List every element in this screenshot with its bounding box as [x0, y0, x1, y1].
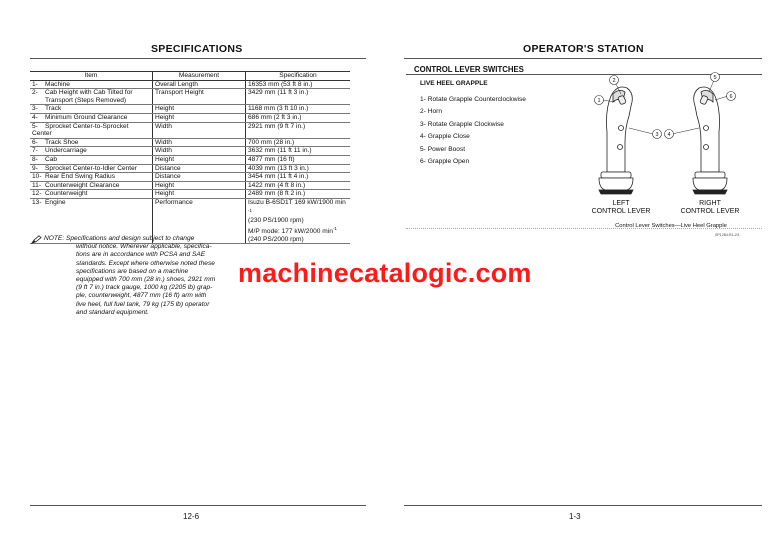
column-header-specification: Specification [246, 72, 351, 81]
callout-4 [665, 130, 674, 139]
note-line: and standard equipment. [76, 308, 149, 316]
footer-rule [404, 505, 762, 506]
row-spec: 2921 mm (9 ft 7 in.) [246, 122, 351, 138]
column-header-measurement: Measurement [153, 72, 246, 81]
right-lever-label: RIGHT [699, 200, 721, 207]
row-measurement: Width [153, 147, 246, 156]
row-item: Counterweight Clearance [45, 181, 120, 189]
table-row [30, 164, 350, 173]
watermark: machinecatalogic.com [238, 258, 532, 288]
svg-text:5: 5 [713, 75, 717, 81]
figure-divider [406, 228, 762, 229]
spec-superscript: -1 [248, 207, 253, 213]
switch-list [420, 96, 526, 170]
table-header-row [30, 72, 350, 81]
row-item: Undercarriage [45, 147, 87, 155]
spec-line: (240 PS/2000 rpm) [248, 235, 304, 243]
page-title: OPERATOR'S STATION [523, 43, 644, 55]
row-spec: 3454 mm (11 ft 4 in.) [246, 173, 351, 182]
row-item: Engine [45, 198, 66, 206]
row-spec: 1168 mm (3 ft 10 in.) [246, 105, 351, 114]
table-row [30, 155, 350, 164]
note-block [31, 235, 231, 317]
left-lever-label: LEFT [612, 200, 630, 207]
svg-text:6: 6 [729, 94, 733, 100]
right-lever-label: CONTROL LEVER [680, 208, 740, 215]
footer-rule [30, 505, 366, 506]
row-spec-engine [246, 198, 351, 243]
row-number: 5- [32, 122, 38, 130]
pencil-icon [31, 235, 42, 244]
callout-2 [610, 76, 619, 85]
title-rule [30, 58, 366, 59]
row-measurement: Height [153, 105, 246, 114]
row-spec: 1422 mm (4 ft 8 in.) [246, 181, 351, 190]
callout-3 [653, 130, 662, 139]
table-row [30, 181, 350, 190]
list-item: 3- Rotate Grapple Clockwise [420, 120, 504, 128]
note-line: ple, counterweight, 4877 mm (16 ft) arm with [76, 292, 207, 300]
page-title: SPECIFICATIONS [151, 43, 243, 55]
row-number: 12- [32, 190, 42, 198]
row-measurement: Height [153, 155, 246, 164]
row-number: 3- [32, 105, 38, 113]
row-number: 2- [32, 89, 38, 97]
row-number: 7- [32, 147, 38, 155]
list-item: 4- Grapple Close [420, 133, 470, 141]
table-row [30, 173, 350, 182]
table-row [30, 122, 350, 138]
row-item: Rear End Swing Radius [45, 173, 116, 181]
row-item: Track Shoe [45, 138, 79, 146]
table-row [30, 105, 350, 114]
row-measurement: Width [153, 122, 246, 138]
row-measurement: Height [153, 181, 246, 190]
row-item: Cab [45, 155, 58, 163]
page-number: 12-6 [183, 512, 200, 521]
row-spec: 2489 mm (8 ft 2 in.) [246, 190, 351, 199]
table-row [30, 80, 350, 89]
row-number: 6- [32, 138, 38, 146]
row-measurement: Overall Length [153, 80, 246, 89]
row-measurement: Transport Height [153, 89, 246, 105]
callout-6 [727, 92, 736, 101]
row-spec: 3632 mm (11 ft 11 in.) [246, 147, 351, 156]
row-item: Sprocket Center-to-Idler Center [45, 164, 137, 172]
table-row [30, 147, 350, 156]
page-number: 1-3 [569, 512, 581, 521]
row-measurement: Distance [153, 164, 246, 173]
table-row [30, 138, 350, 147]
row-item-continued: Transport (Steps Removed) [45, 96, 127, 104]
row-spec: 4877 mm (16 ft) [246, 155, 351, 164]
row-spec: 3429 mm (11 ft 3 in.) [246, 89, 351, 105]
row-spec: 4039 mm (13 ft 3 in.) [246, 164, 351, 173]
row-item: Counterweight [45, 190, 88, 198]
spec-line: Isuzu B-6SD1T 169 kW/1900 min [248, 198, 346, 206]
row-measurement: Distance [153, 173, 246, 182]
svg-text:3: 3 [655, 132, 659, 138]
row-item: Machine [45, 80, 70, 88]
figure-caption: Control Lever Switches—Live Heel Grapple [615, 223, 727, 229]
control-lever-illustration [585, 72, 757, 222]
row-number: 10- [32, 173, 42, 181]
row-number: 9- [32, 164, 38, 172]
row-measurement: Height [153, 113, 246, 122]
note-line: without notice. Wherever applicable, specifica- [76, 243, 212, 251]
row-spec: 700 mm (28 in.) [246, 138, 351, 147]
right-lever-drawing [693, 87, 727, 194]
specifications-table [30, 71, 350, 244]
row-item: Track [45, 105, 62, 113]
spec-line: (230 PS/1900 rpm) [248, 217, 304, 225]
table-row [30, 113, 350, 122]
subsection-heading: LIVE HEEL GRAPPLE [420, 80, 488, 87]
row-number: 1- [32, 80, 38, 88]
left-lever-label: CONTROL LEVER [591, 208, 651, 215]
column-header-item: Item [30, 72, 153, 81]
note-line: standards. Except where otherwise noted these [76, 259, 215, 267]
table-row [30, 190, 350, 199]
note-line: live heel, full fuel tank, 79 kg (175 lb) operator [76, 300, 210, 308]
svg-text:4: 4 [667, 132, 671, 138]
callout-1 [595, 96, 604, 105]
row-spec: 686 mm (2 ft 3 in.) [246, 113, 351, 122]
table-row [30, 89, 350, 105]
row-measurement: Height [153, 190, 246, 199]
list-item: 5- Power Boost [420, 145, 466, 153]
note-line: specifications are based on a machine [76, 267, 189, 275]
row-item: Minimum Ground Clearance [45, 113, 128, 121]
note-line: tions are in accordance with PCSA and SAE [76, 251, 206, 259]
callout-5 [711, 73, 720, 82]
note-line: (9 ft 7 in.) track gauge, 1000 kg (2205 lb) grap- [76, 284, 213, 292]
row-number: 13- [32, 198, 42, 206]
row-item: Cab Height with Cab Tilted for [45, 89, 133, 97]
row-measurement: Width [153, 138, 246, 147]
note-line: NOTE: Specifications and design subject to change [44, 235, 195, 242]
svg-text:2: 2 [612, 78, 616, 84]
list-item: 2- Horn [420, 108, 442, 116]
list-item: 1- Rotate Grapple Counterclockwise [420, 96, 526, 103]
spec-superscript: -1 [332, 225, 337, 231]
row-spec: 16353 mm (53 ft 8 in.) [246, 80, 351, 89]
row-item: Sprocket Center-to-Sprocket Center [32, 122, 129, 138]
list-item: 6- Grapple Open [420, 157, 470, 165]
row-number: 8- [32, 155, 38, 163]
left-lever-drawing [599, 87, 633, 194]
title-rule [404, 58, 762, 59]
svg-text:1: 1 [597, 98, 601, 104]
figure-id: SP1284-R1-2/1 [715, 233, 740, 237]
row-measurement: Performance [153, 198, 246, 243]
row-number: 4- [32, 113, 38, 121]
spec-line: M/P mode: 177 kW/2000 min [248, 228, 333, 236]
row-number: 11- [32, 181, 42, 189]
note-line: equipped with 700 mm (28 in.) shoes, 2921 mm [76, 276, 216, 284]
section-heading: CONTROL LEVER SWITCHES [414, 65, 524, 74]
